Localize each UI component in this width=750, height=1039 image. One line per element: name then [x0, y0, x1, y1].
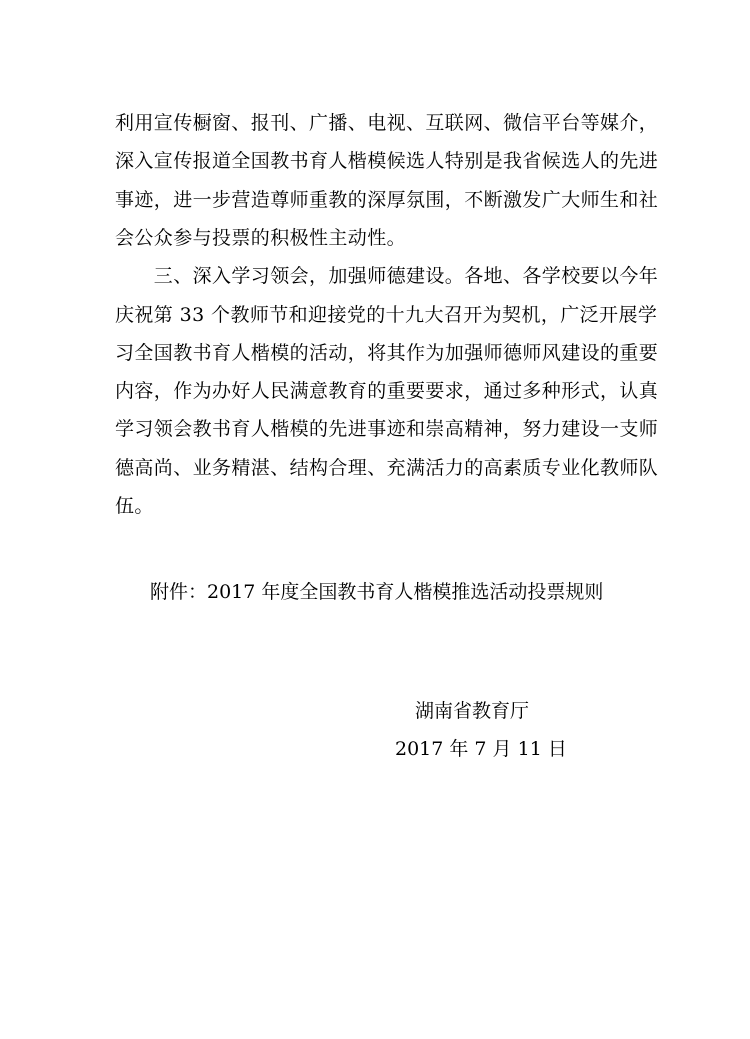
paragraph-2-line-5: 学习领会教书育人楷模的先进事迹和崇高精神，努力建设一支师 — [115, 418, 659, 440]
paragraph-2-line-3: 习全国教书育人楷模的活动，将其作为加强师德师风建设的重要 — [115, 342, 659, 364]
paragraph-2-line-7: 伍。 — [115, 495, 154, 517]
signature-organization: 湖南省教育厅 — [415, 700, 530, 722]
paragraph-2-line-4: 内容，作为办好人民满意教育的重要要求，通过多种形式，认真 — [115, 380, 659, 402]
attachment-note: 附件：2017 年度全国教书育人楷模推选活动投票规则 — [150, 581, 604, 603]
paragraph-2-line-2: 庆祝第 33 个教师节和迎接党的十九大召开为契机，广泛开展学 — [115, 304, 658, 326]
paragraph-1-line-2: 深入宣传报道全国教书育人楷模候选人特别是我省候选人的先进 — [115, 150, 659, 172]
signature-date: 2017 年 7 月 11 日 — [395, 738, 567, 760]
paragraph-1-line-4: 会公众参与投票的积极性主动性。 — [115, 227, 407, 249]
paragraph-1-line-1: 利用宣传橱窗、报刊、广播、电视、互联网、微信平台等媒介， — [115, 112, 659, 134]
paragraph-2-line-1: 三、深入学习领会，加强师德建设。各地、各学校要以今年 — [115, 265, 659, 287]
paragraph-2-line-6: 德高尚、业务精湛、结构合理、充满活力的高素质专业化教师队 — [115, 457, 659, 479]
paragraph-1-line-3: 事迹，进一步营造尊师重教的深厚氛围，不断激发广大师生和社 — [115, 189, 659, 211]
